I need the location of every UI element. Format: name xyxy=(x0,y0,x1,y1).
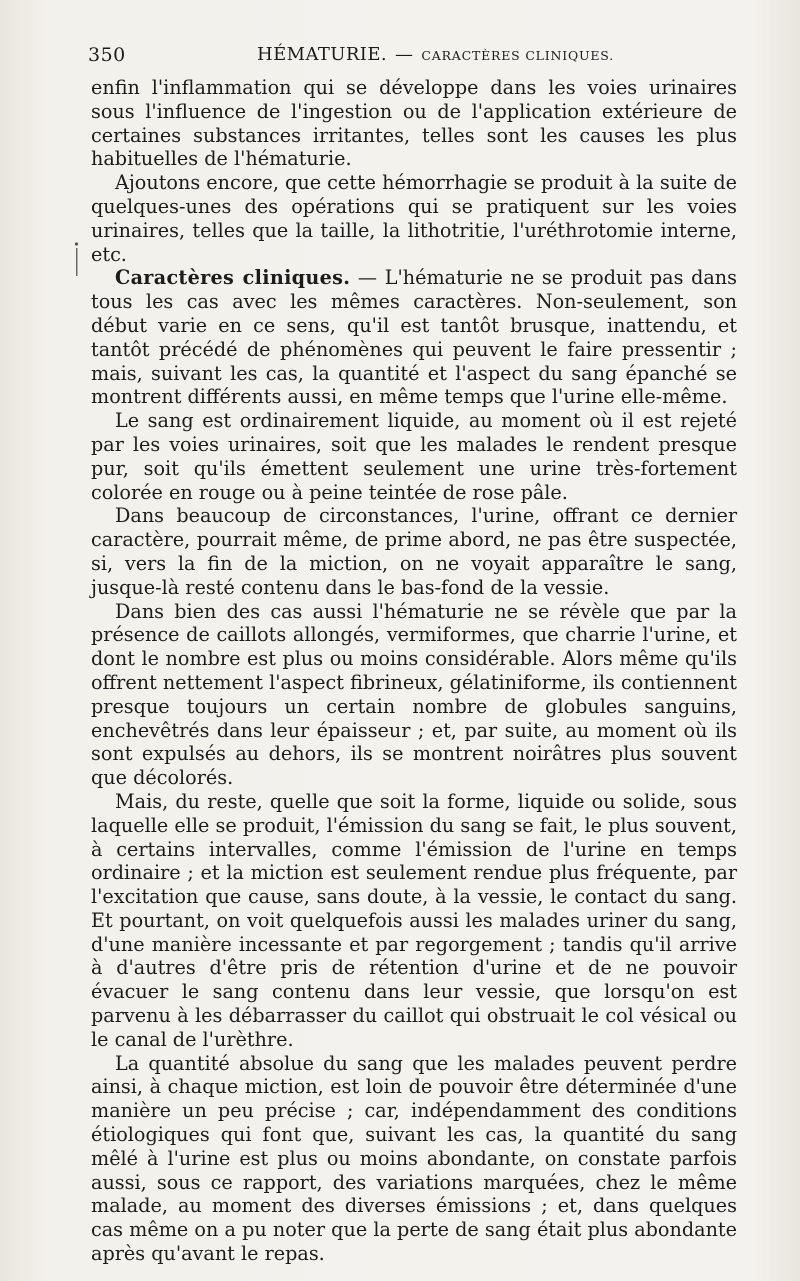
margin-marks xyxy=(72,240,82,300)
paragraph-4: Le sang est ordinairement liquide, au moment où il est rejeté par les voies urinaires, soit que les malades le rendent presque pur, soit qu'ils émettent seulement une urine très-fortement colorée en rouge ou à peine teintée de rose pâle. xyxy=(91,409,737,504)
body-text xyxy=(91,76,737,1266)
running-header xyxy=(88,44,736,72)
margin-dot-mark xyxy=(75,242,78,245)
section-heading: Caractères cliniques. xyxy=(115,266,351,290)
paragraph-3-text: — L'hématurie ne se produit pas dans tous les cas avec les mêmes caractères. Non-seulement, son début varie en ce sens, qu'il est tantôt brusque, inattendu, et tantôt précédé de phénomènes qui peuvent le faire pressentir ; mais, suivant les cas, la quantité et l'aspect du sang épanché se montrent différents aussi, en même temps que l'urine elle-même. xyxy=(91,266,737,409)
paragraph-1: enfin l'inflammation qui se développe dans les voies urinaires sous l'influence de l'ingestion ou de l'application extérieure de certaines substances irritantes, telles sont les causes les plus habituelles de l'hématurie. xyxy=(91,76,737,171)
running-title-main: HÉMATURIE. xyxy=(257,44,387,65)
page-number: 350 xyxy=(88,44,126,66)
paragraph-7: Mais, du reste, quelle que soit la forme, liquide ou solide, sous laquelle elle se produit, l'émission du sang se fait, le plus souvent, à certains intervalles, comme l'émission de l'urine en temps ordinaire ; et la miction est seulement rendue plus fréquente, par l'excitation que cause, sans doute, à la vessie, le contact du sang. Et pourtant, on voit quelquefois aussi les malades uriner du sang, d'une manière incessante et par regorgement ; tandis qu'il arrive à d'autres d'être pris de rétention d'urine et de ne pouvoir évacuer le sang contenu dans leur vessie, que lorsqu'on est parvenu à les débarrasser du caillot qui obstruait le col vésical ou le canal de l'urèthre. xyxy=(91,789,737,1051)
paragraph-8: La quantité absolue du sang que les malades peuvent perdre ainsi, à chaque miction, est loin de pouvoir être déterminée d'une manière un peu précise ; car, indépendamment des conditions étiologiques qui font que, suivant les cas, la quantité du sang mêlé à l'urine est plus ou moins abondante, on constate parfois aussi, sous ce rapport, des variations marquées, chez le même malade, au moment des diverses émissions ; et, dans quelques cas même on a pu noter que la perte de sang était plus abondante après qu'avant le repas. xyxy=(91,1051,737,1266)
paragraph-5: Dans beaucoup de circonstances, l'urine, offrant ce dernier caractère, pourrait même, de prime abord, ne pas être suspectée, si, vers la fin de la miction, on ne voyait apparaître le sang, jusque-là resté contenu dans le bas-fond de la vessie. xyxy=(91,504,737,599)
running-title-sub: CARACTÈRES CLINIQUES. xyxy=(421,48,614,63)
paragraph-2: Ajoutons encore, que cette hémorrhagie se produit à la suite de quelques-unes des opérations qui se pratiquent sur les voies urinaires, telles que la taille, la lithotritie, l'uréthrotomie interne, etc. xyxy=(91,171,737,266)
paragraph-6: Dans bien des cas aussi l'hématurie ne se révèle que par la présence de caillots allongés, vermiformes, que charrie l'urine, et dont le nombre est plus ou moins considérable. Alors même qu'ils offrent nettement l'aspect fibrineux, gélatiniforme, ils contiennent presque toujours un certain nombre de globules sanguins, enchevêtrés dans leur épaisseur ; et, par suite, au moment où ils sont expulsés au dehors, ils se montrent noirâtres plus souvent que décolorés. xyxy=(91,599,737,790)
running-title-separator: — xyxy=(394,44,414,65)
paragraph-3 xyxy=(91,266,737,409)
margin-rule-mark xyxy=(76,248,78,276)
running-title xyxy=(257,44,614,65)
